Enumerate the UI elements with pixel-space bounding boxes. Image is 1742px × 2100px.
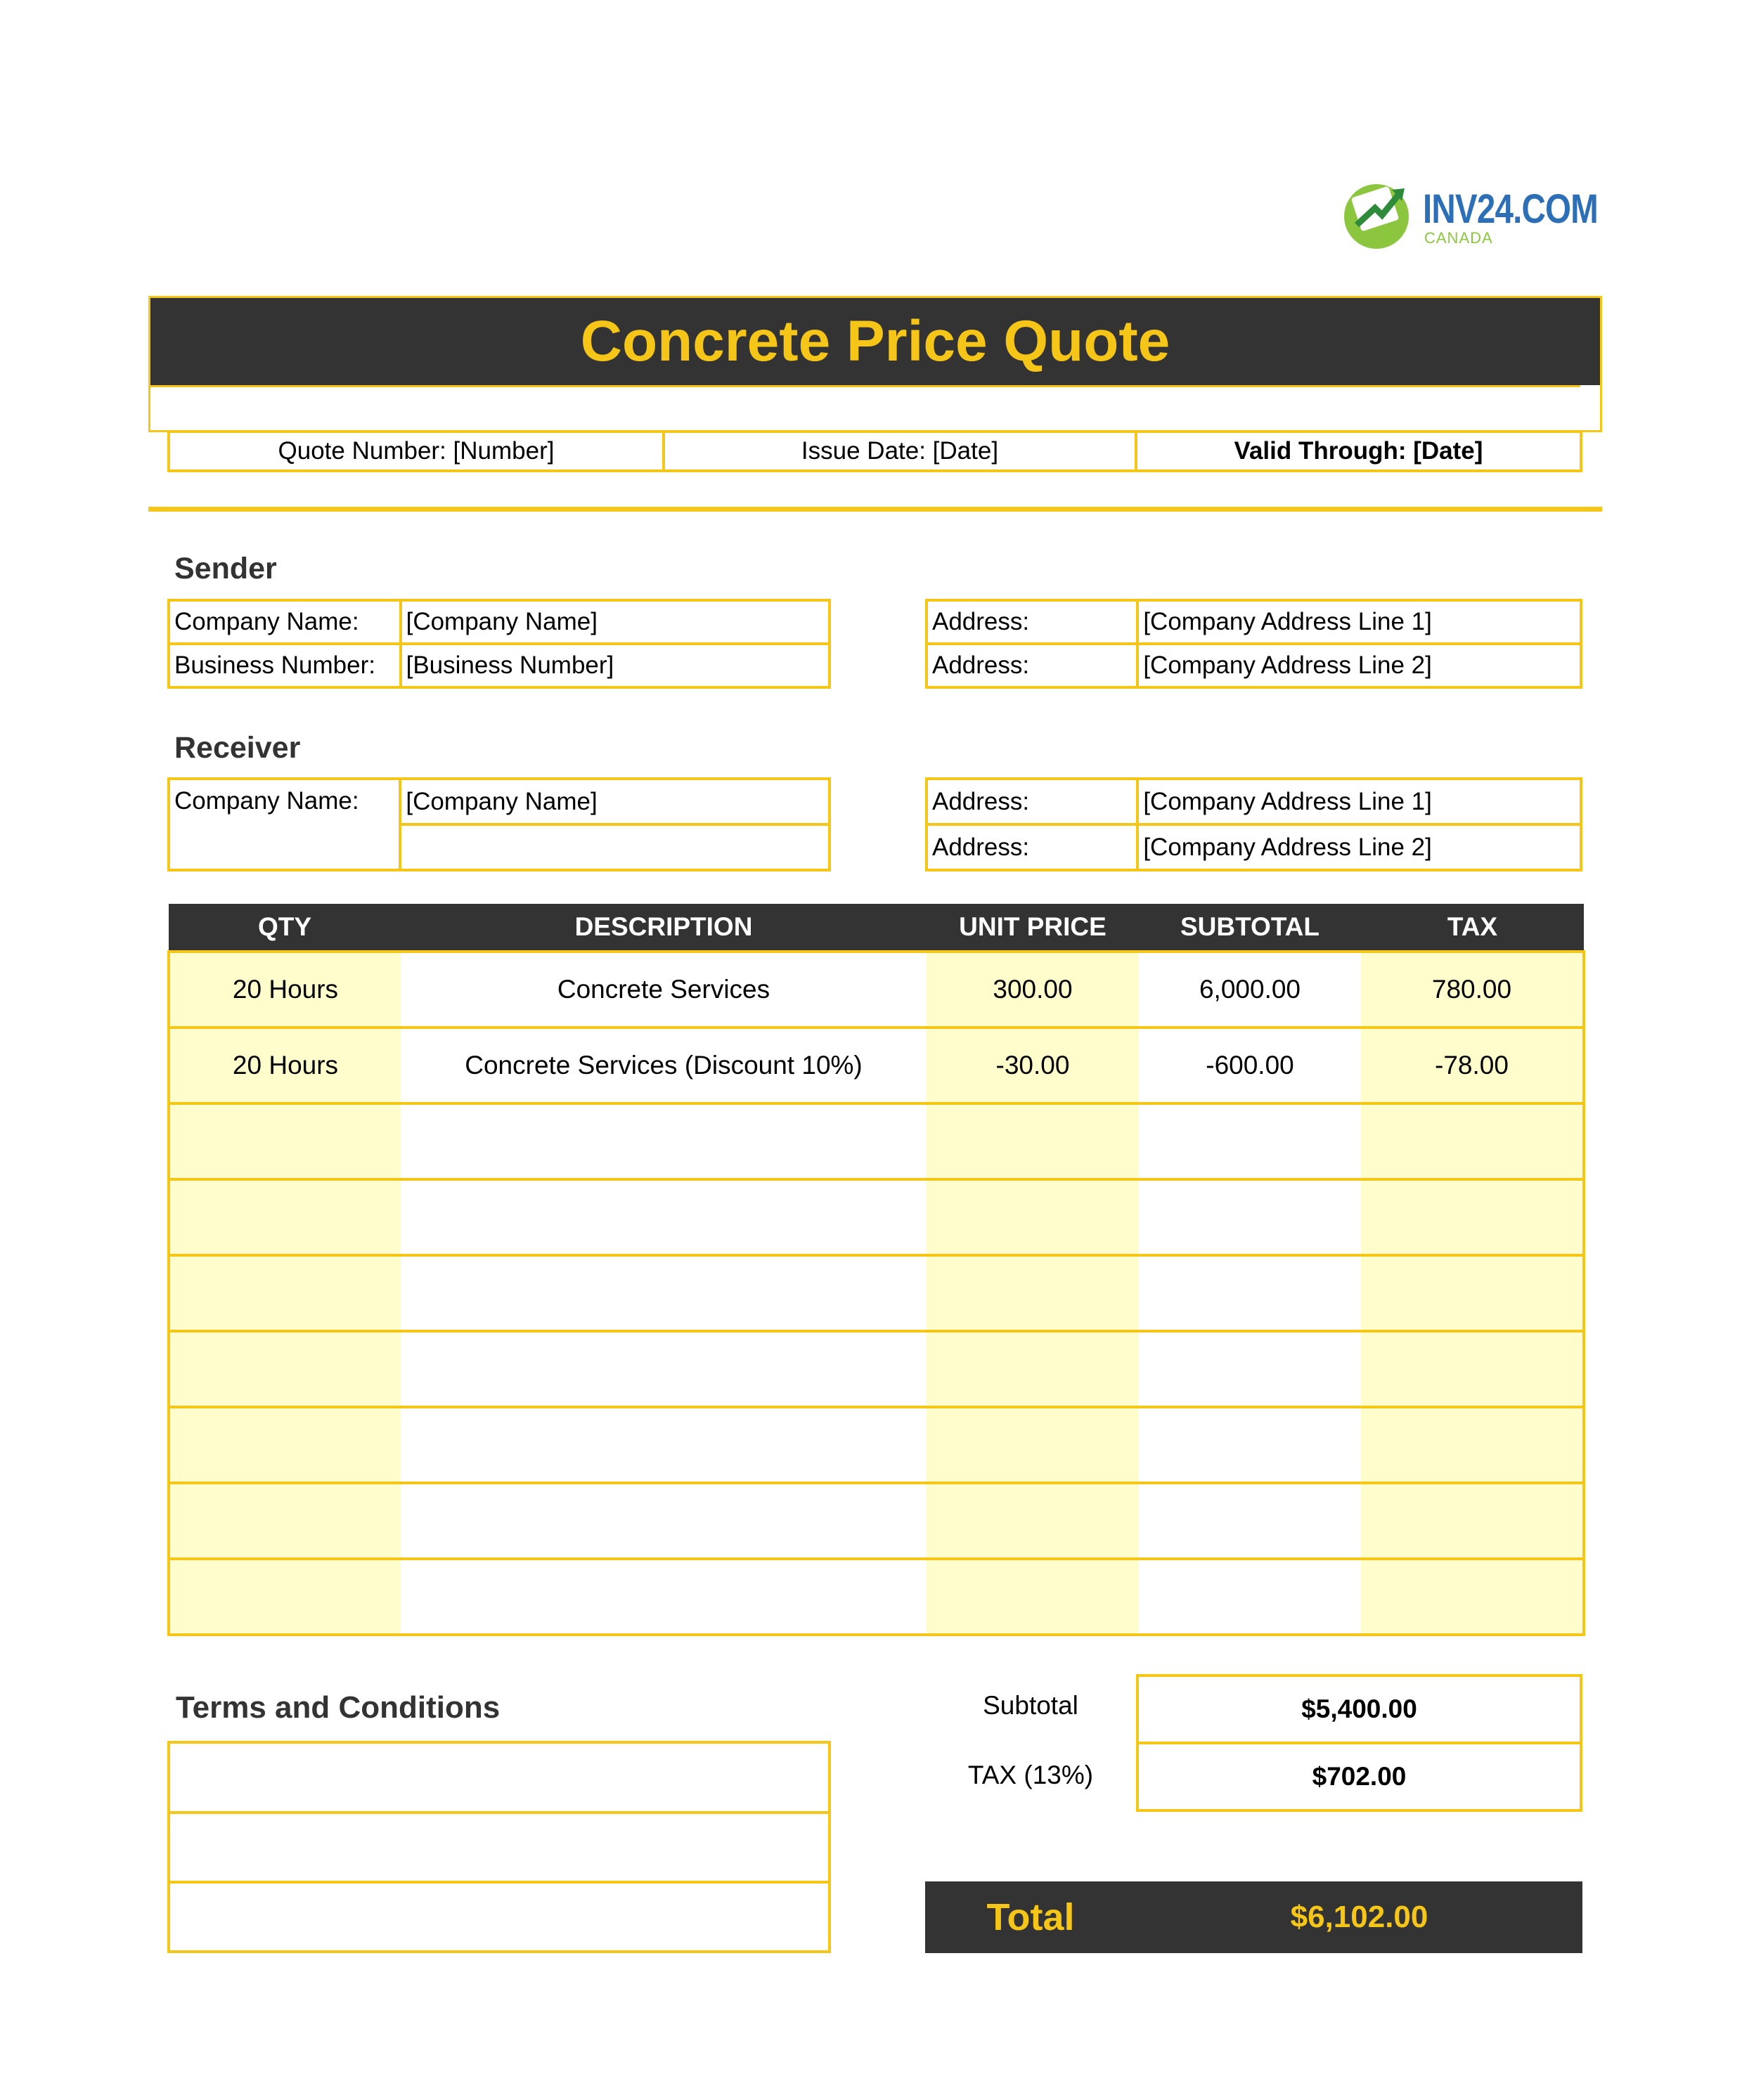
item-subtotal-cell[interactable]	[1139, 1407, 1361, 1483]
items-table	[167, 904, 1585, 1636]
item-qty-cell[interactable]	[169, 1103, 401, 1179]
item-unit-price-cell[interactable]: -30.00	[927, 1028, 1139, 1103]
item-subtotal-cell[interactable]	[1139, 1559, 1361, 1635]
total-label: Total	[986, 1896, 1075, 1938]
receiver-address1-row	[927, 779, 1581, 824]
terms-line	[170, 1881, 828, 1884]
item-unit-price-cell[interactable]	[927, 1255, 1139, 1331]
sender-company-name-label: Company Name:	[169, 600, 401, 644]
item-subtotal-cell[interactable]	[1139, 1331, 1361, 1407]
col-header-subtotal: SUBTOTAL	[1139, 904, 1361, 952]
sender-address1-label: Address:	[927, 600, 1137, 644]
item-tax-cell[interactable]	[1361, 1103, 1584, 1179]
items-header-row	[169, 904, 1584, 952]
sender-heading: Sender	[174, 552, 277, 585]
item-qty-cell[interactable]	[169, 1255, 401, 1331]
receiver-address2[interactable]: [Company Address Line 2]	[1137, 824, 1581, 870]
sender-address1-row	[927, 600, 1581, 644]
table-row	[169, 1331, 1584, 1407]
item-tax-cell[interactable]: 780.00	[1361, 952, 1584, 1028]
item-description-cell[interactable]	[401, 1483, 927, 1559]
item-description-cell[interactable]	[401, 1103, 927, 1179]
receiver-address2-row	[927, 824, 1581, 870]
receiver-address2-label: Address:	[927, 824, 1137, 870]
receiver-company-name[interactable]: [Company Name]	[400, 779, 830, 824]
sender-address-table	[925, 599, 1582, 689]
receiver-company-table	[167, 777, 831, 871]
item-unit-price-cell[interactable]	[927, 1483, 1139, 1559]
table-row	[169, 1483, 1584, 1559]
item-qty-cell[interactable]: 20 Hours	[169, 952, 401, 1028]
receiver-company-name-label: Company Name:	[169, 779, 400, 870]
quote-number[interactable]: Quote Number: [Number]	[170, 433, 665, 469]
item-qty-cell[interactable]	[169, 1331, 401, 1407]
issue-date[interactable]: Issue Date: [Date]	[665, 433, 1137, 469]
table-row	[169, 1559, 1584, 1635]
item-tax-cell[interactable]	[1361, 1407, 1584, 1483]
item-description-cell[interactable]	[401, 1255, 927, 1331]
title-underline	[150, 385, 1580, 387]
item-qty-cell[interactable]	[169, 1483, 401, 1559]
item-qty-cell[interactable]: 20 Hours	[169, 1028, 401, 1103]
tax-label: TAX (13%)	[967, 1761, 1094, 1789]
total-band	[925, 1881, 1582, 1953]
item-subtotal-cell[interactable]: -600.00	[1139, 1028, 1361, 1103]
item-tax-cell[interactable]: -78.00	[1361, 1028, 1584, 1103]
item-subtotal-cell[interactable]	[1139, 1483, 1361, 1559]
receiver-address1[interactable]: [Company Address Line 1]	[1137, 779, 1581, 824]
sender-business-number-label: Business Number:	[169, 644, 401, 687]
item-unit-price-cell[interactable]: 300.00	[927, 952, 1139, 1028]
tax-value: $702.00	[1136, 1742, 1582, 1812]
sender-company-name[interactable]: [Company Name]	[401, 600, 830, 644]
item-qty-cell[interactable]	[169, 1559, 401, 1635]
sender-address2[interactable]: [Company Address Line 2]	[1137, 644, 1581, 687]
item-unit-price-cell[interactable]	[927, 1407, 1139, 1483]
receiver-extra-field[interactable]	[400, 824, 830, 870]
table-row	[169, 1028, 1584, 1103]
sender-business-row	[169, 644, 830, 687]
receiver-company-row	[169, 779, 830, 824]
item-description-cell[interactable]: Concrete Services	[401, 952, 927, 1028]
sender-address2-label: Address:	[927, 644, 1137, 687]
item-subtotal-cell[interactable]	[1139, 1255, 1361, 1331]
receiver-heading: Receiver	[174, 731, 301, 765]
subtotal-value: $5,400.00	[1136, 1674, 1582, 1744]
item-qty-cell[interactable]	[169, 1407, 401, 1483]
item-description-cell[interactable]	[401, 1559, 927, 1635]
table-row	[169, 1255, 1584, 1331]
col-header-qty: QTY	[169, 904, 401, 952]
item-subtotal-cell[interactable]	[1139, 1179, 1361, 1255]
receiver-address-table	[925, 777, 1582, 871]
terms-line	[170, 1811, 828, 1814]
quote-info-row	[167, 430, 1582, 472]
logo-subtitle: CANADA	[1424, 229, 1493, 247]
valid-through[interactable]: Valid Through: [Date]	[1234, 437, 1483, 465]
item-unit-price-cell[interactable]	[927, 1103, 1139, 1179]
item-tax-cell[interactable]	[1361, 1331, 1584, 1407]
table-row	[169, 1407, 1584, 1483]
sender-business-number[interactable]: [Business Number]	[401, 644, 830, 687]
item-description-cell[interactable]	[401, 1331, 927, 1407]
item-subtotal-cell[interactable]: 6,000.00	[1139, 952, 1361, 1028]
item-unit-price-cell[interactable]	[927, 1179, 1139, 1255]
terms-heading: Terms and Conditions	[176, 1690, 501, 1725]
item-tax-cell[interactable]	[1361, 1179, 1584, 1255]
item-description-cell[interactable]	[401, 1179, 927, 1255]
col-header-unit-price: UNIT PRICE	[927, 904, 1139, 952]
item-tax-cell[interactable]	[1361, 1559, 1584, 1635]
logo-wordmark: INV24.COM	[1423, 186, 1598, 232]
page-title: Concrete Price Quote	[580, 309, 1170, 373]
table-row	[169, 1179, 1584, 1255]
sender-address2-row	[927, 644, 1581, 687]
item-description-cell[interactable]: Concrete Services (Discount 10%)	[401, 1028, 927, 1103]
title-band	[150, 298, 1600, 385]
item-tax-cell[interactable]	[1361, 1255, 1584, 1331]
section-divider	[148, 507, 1602, 512]
sender-address1[interactable]: [Company Address Line 1]	[1137, 600, 1581, 644]
item-unit-price-cell[interactable]	[927, 1559, 1139, 1635]
table-row	[169, 952, 1584, 1028]
receiver-address1-label: Address:	[927, 779, 1137, 824]
item-subtotal-cell[interactable]	[1139, 1103, 1361, 1179]
item-unit-price-cell[interactable]	[927, 1331, 1139, 1407]
col-header-tax: TAX	[1361, 904, 1584, 952]
total-value: $6,102.00	[1290, 1900, 1428, 1934]
sender-company-table	[167, 599, 831, 689]
sender-company-row	[169, 600, 830, 644]
terms-box[interactable]	[167, 1741, 831, 1953]
col-header-description: DESCRIPTION	[401, 904, 927, 952]
table-row	[169, 1103, 1584, 1179]
subtotal-label: Subtotal	[983, 1691, 1078, 1720]
item-description-cell[interactable]	[401, 1407, 927, 1483]
item-qty-cell[interactable]	[169, 1179, 401, 1255]
item-tax-cell[interactable]	[1361, 1483, 1584, 1559]
